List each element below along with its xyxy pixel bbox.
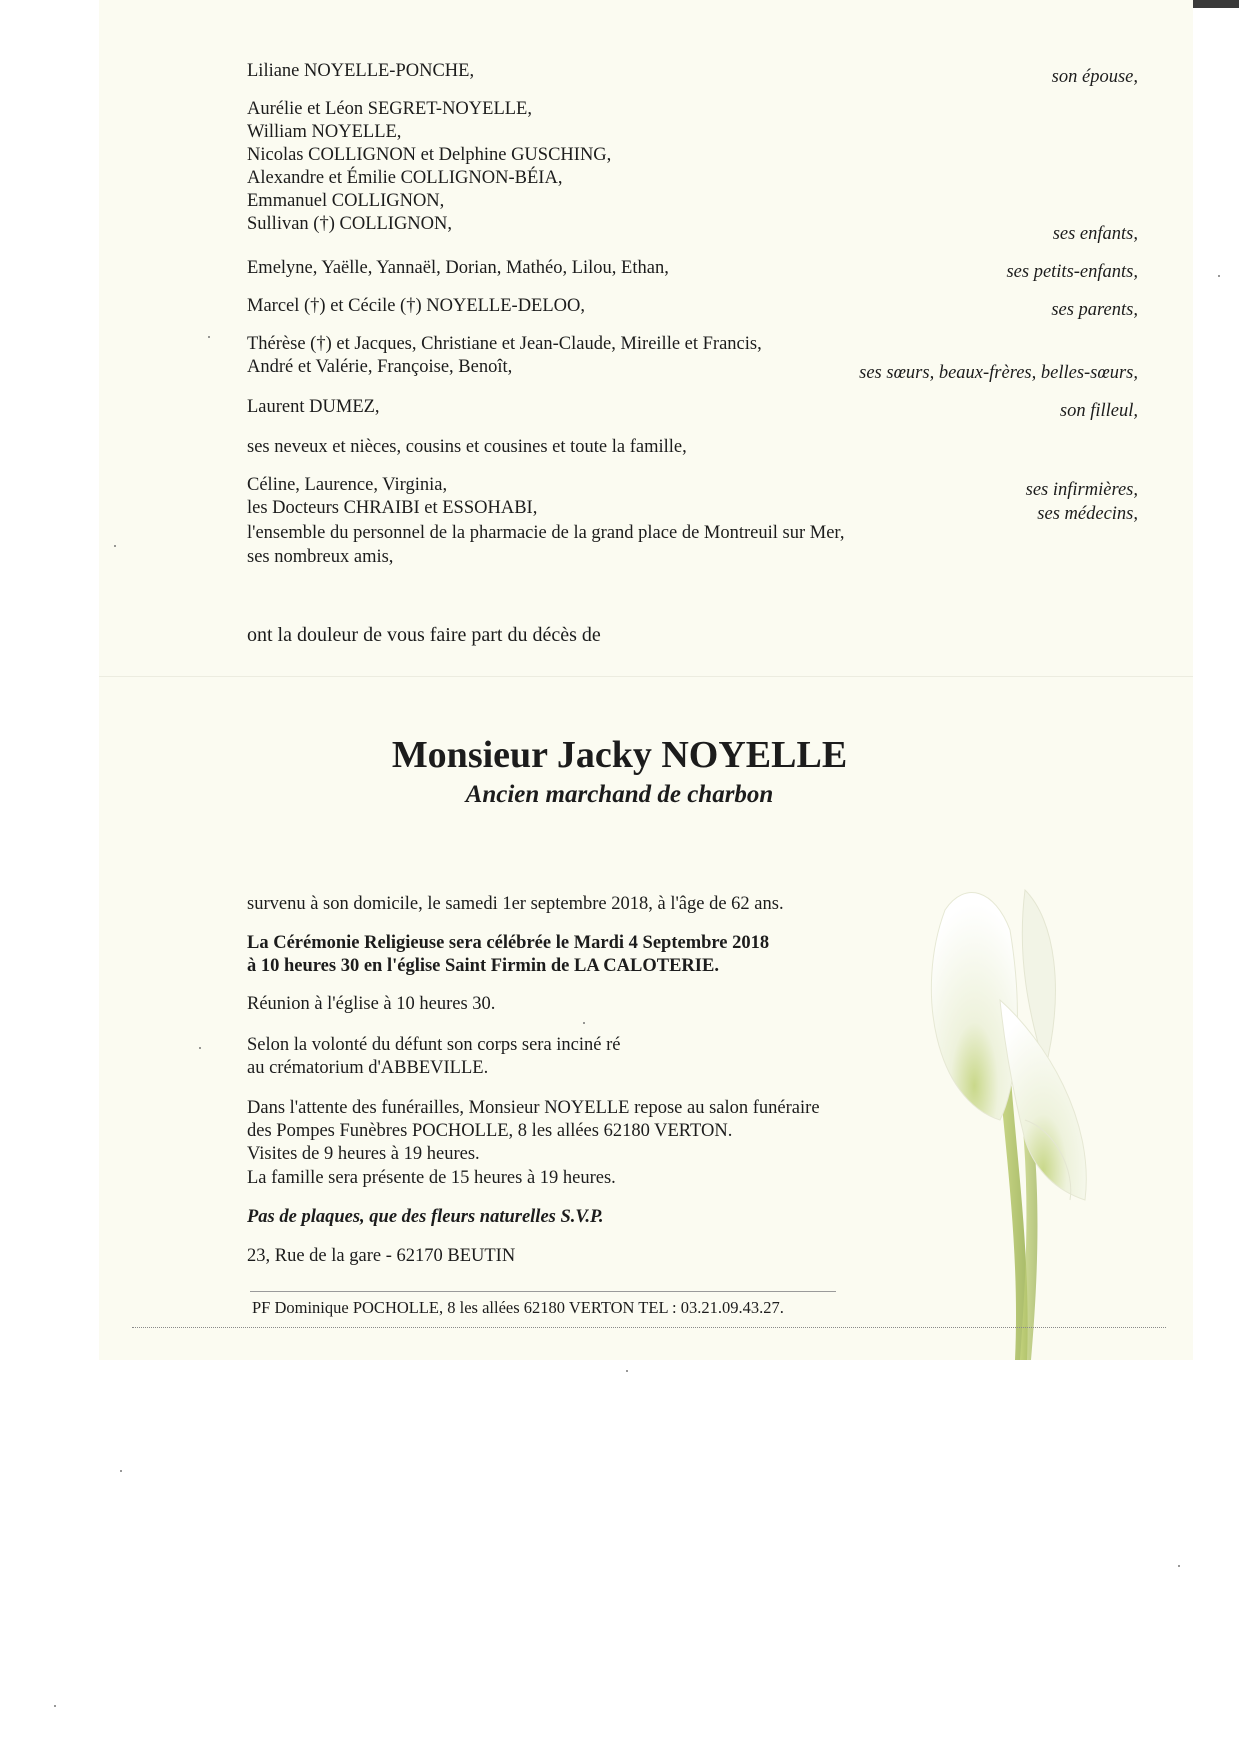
relation-label: ses petits-enfants,	[1006, 262, 1138, 282]
relation-label: ses infirmières,	[1025, 480, 1138, 500]
scan-speck	[114, 545, 116, 547]
family-line: Céline, Laurence, Virginia,	[247, 475, 448, 495]
viewing-line: Dans l'attente des funérailles, Monsieur NOYELLE repose au salon funéraire	[247, 1098, 820, 1118]
family-line: l'ensemble du personnel de la pharmacie de la grand place de Montreuil sur Mer,	[247, 523, 845, 543]
ceremony-line: La Cérémonie Religieuse sera célébrée le Mardi 4 Septembre 2018	[247, 933, 770, 953]
family-line: Nicolas COLLIGNON et Delphine GUSCHING,	[247, 145, 612, 165]
footer-separator	[250, 1291, 836, 1292]
scan-speck	[1218, 275, 1220, 277]
family-line: Laurent DUMEZ,	[247, 397, 380, 417]
family-address: 23, Rue de la gare - 62170 BEUTIN	[247, 1246, 516, 1266]
relation-label: son filleul,	[1059, 401, 1138, 421]
funeral-home-footer: PF Dominique POCHOLLE, 8 les allées 62180 VERTON TEL : 03.21.09.43.27.	[252, 1298, 784, 1317]
family-line: Emelyne, Yaëlle, Yannaël, Dorian, Mathéo, Lilou, Ethan,	[247, 258, 669, 278]
family-line: Thérèse (†) et Jacques, Christiane et Jean-Claude, Mireille et Francis,	[247, 334, 762, 354]
family-line: les Docteurs CHRAIBI et ESSOHABI,	[247, 498, 538, 518]
ceremony-line: à 10 heures 30 en l'église Saint Firmin de LA CALOTERIE.	[247, 956, 719, 976]
bottom-dotted-line	[132, 1327, 1166, 1328]
relation-label: ses sœurs, beaux-frères, belles-sœurs,	[859, 363, 1138, 383]
announcement: ont la douleur de vous faire part du décès de	[247, 624, 601, 646]
scan-speck	[1178, 1565, 1180, 1567]
meeting-info: Réunion à l'église à 10 heures 30.	[247, 994, 496, 1014]
relation-label: son épouse,	[1051, 67, 1138, 87]
family-line: Emmanuel COLLIGNON,	[247, 191, 445, 211]
family-line: Alexandre et Émilie COLLIGNON-BÉIA,	[247, 168, 563, 188]
cremation-line: Selon la volonté du défunt son corps sera inciné ré	[247, 1035, 621, 1055]
scan-speck	[208, 336, 210, 338]
family-line: Sullivan (†) COLLIGNON,	[247, 214, 453, 234]
family-line: ses nombreux amis,	[247, 547, 394, 567]
scan-speck	[626, 1370, 628, 1372]
relation-label: ses médecins,	[1037, 504, 1138, 524]
deceased-title: Ancien marchand de charbon	[465, 781, 774, 808]
deceased-name: Monsieur Jacky NOYELLE	[391, 734, 848, 776]
family-line: André et Valérie, Françoise, Benoît,	[247, 357, 513, 377]
viewing-line: La famille sera présente de 15 heures à 19 heures.	[247, 1168, 616, 1188]
fold-line	[99, 676, 1193, 677]
scan-edge	[1193, 0, 1239, 8]
death-info: survenu à son domicile, le samedi 1er septembre 2018, à l'âge de 62 ans.	[247, 894, 784, 914]
family-line: William NOYELLE,	[247, 122, 402, 142]
scan-speck	[54, 1705, 56, 1707]
flowers-note: Pas de plaques, que des fleurs naturelles S.V.P.	[247, 1207, 604, 1227]
family-line: ses neveux et nièces, cousins et cousines et toute la famille,	[247, 437, 687, 457]
family-line: Aurélie et Léon SEGRET-NOYELLE,	[247, 99, 532, 119]
family-line: Liliane NOYELLE-PONCHE,	[247, 61, 475, 81]
calla-lily-icon	[905, 870, 1140, 1360]
relation-label: ses parents,	[1051, 300, 1138, 320]
family-line: Marcel (†) et Cécile (†) NOYELLE-DELOO,	[247, 296, 586, 316]
scan-speck	[583, 1022, 585, 1024]
viewing-line: des Pompes Funèbres POCHOLLE, 8 les allées 62180 VERTON.	[247, 1121, 733, 1141]
scan-speck	[120, 1470, 122, 1472]
viewing-line: Visites de 9 heures à 19 heures.	[247, 1144, 480, 1164]
cremation-line: au crématorium d'ABBEVILLE.	[247, 1058, 489, 1078]
scan-speck	[199, 1047, 201, 1049]
relation-label: ses enfants,	[1052, 224, 1138, 244]
